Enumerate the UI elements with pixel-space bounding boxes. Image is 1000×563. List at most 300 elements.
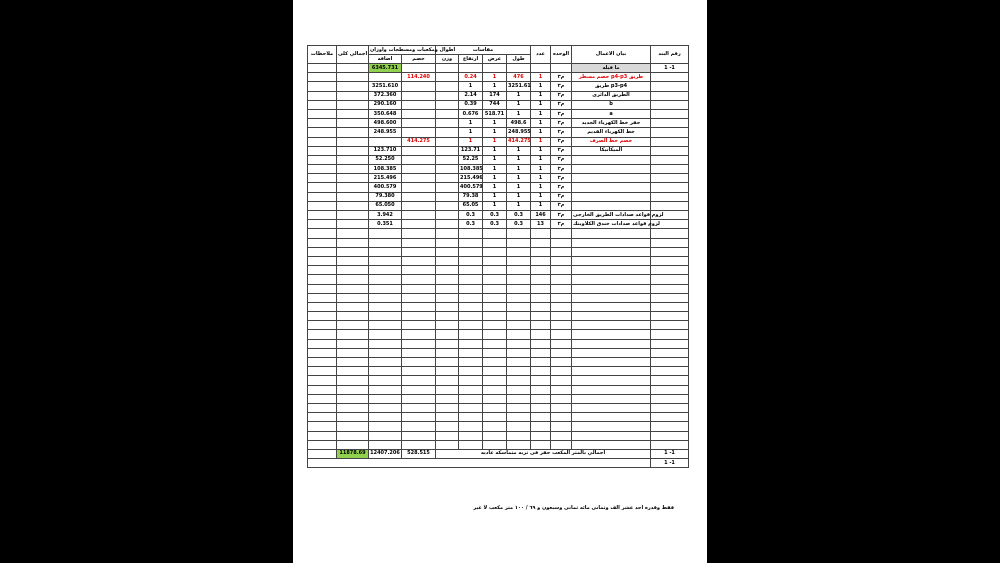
empty-cell xyxy=(651,229,689,238)
empty-cell xyxy=(651,431,689,440)
total-row xyxy=(308,449,689,458)
weight-cell xyxy=(436,109,459,118)
deduct-cell xyxy=(402,192,436,201)
empty-cell xyxy=(436,376,459,385)
notes-cell xyxy=(308,220,337,229)
unit-cell: م٣ xyxy=(551,183,572,192)
empty-cell xyxy=(308,284,337,293)
description-cell: a xyxy=(572,109,651,118)
table-row xyxy=(308,220,689,229)
empty-row xyxy=(308,247,689,256)
item-no-cell xyxy=(651,82,689,91)
description-cell xyxy=(572,192,651,201)
empty-row xyxy=(308,321,689,330)
empty-cell xyxy=(308,367,337,376)
empty-row xyxy=(308,293,689,302)
empty-cell xyxy=(459,422,483,431)
width-cell: 1 xyxy=(483,155,507,164)
unit-cell: م٣ xyxy=(551,73,572,82)
empty-cell xyxy=(551,358,572,367)
item-no-cell xyxy=(651,137,689,146)
notes-cell xyxy=(308,109,337,118)
empty-cell xyxy=(551,275,572,284)
count-cell: 1 xyxy=(531,146,551,155)
empty-cell xyxy=(308,394,337,403)
empty-cell xyxy=(459,440,483,449)
count-cell: 1 xyxy=(531,119,551,128)
empty-cell xyxy=(308,247,337,256)
length-cell: 476 xyxy=(507,73,531,82)
empty-cell xyxy=(531,394,551,403)
empty-cell xyxy=(402,339,436,348)
deduct-cell xyxy=(402,165,436,174)
empty-cell xyxy=(651,367,689,376)
count-cell: 1 xyxy=(531,82,551,91)
empty-cell xyxy=(551,440,572,449)
add-cell: 372.360 xyxy=(369,91,402,100)
empty-cell xyxy=(436,302,459,311)
table-row xyxy=(308,73,689,82)
empty-cell xyxy=(551,385,572,394)
empty-cell xyxy=(369,247,402,256)
empty-cell xyxy=(337,275,369,284)
empty-cell xyxy=(507,422,531,431)
empty-cell xyxy=(531,229,551,238)
notes-cell xyxy=(308,146,337,155)
unit-cell: م٣ xyxy=(551,220,572,229)
height-cell: 0.3 xyxy=(459,220,483,229)
empty-cell xyxy=(507,312,531,321)
empty-cell xyxy=(572,330,651,339)
empty-cell xyxy=(369,394,402,403)
weight-cell xyxy=(436,73,459,82)
length-cell: 1 xyxy=(507,192,531,201)
height-cell: 0.39 xyxy=(459,100,483,109)
empty-cell xyxy=(651,403,689,412)
empty-cell xyxy=(551,302,572,311)
empty-cell xyxy=(507,266,531,275)
item-no-cell xyxy=(651,183,689,192)
empty-cell xyxy=(402,348,436,357)
add-cell: 79.380 xyxy=(369,192,402,201)
item-no-cell xyxy=(651,165,689,174)
empty-cell xyxy=(507,229,531,238)
item-no-cell xyxy=(651,146,689,155)
item-no-header: رقم البند xyxy=(651,46,689,64)
empty-cell xyxy=(337,266,369,275)
empty-cell xyxy=(531,403,551,412)
empty-cell xyxy=(436,440,459,449)
empty-cell xyxy=(402,302,436,311)
empty-cell xyxy=(436,431,459,440)
add-cell: 6345.731 xyxy=(369,64,402,73)
description-cell xyxy=(572,201,651,210)
net-total-cell xyxy=(337,192,369,201)
empty-cell xyxy=(402,376,436,385)
empty-cell xyxy=(651,302,689,311)
description-header: بيان الاعمال xyxy=(572,46,651,64)
empty-cell xyxy=(402,367,436,376)
description-cell: خط الكهرباء القديم xyxy=(572,128,651,137)
width-cell: 1 xyxy=(483,192,507,201)
length-cell: 1 xyxy=(507,165,531,174)
empty-cell xyxy=(402,275,436,284)
empty-cell xyxy=(531,431,551,440)
empty-cell xyxy=(308,330,337,339)
empty-cell xyxy=(436,394,459,403)
height-cell: 52.25 xyxy=(459,155,483,164)
empty-cell xyxy=(483,413,507,422)
empty-cell xyxy=(651,394,689,403)
empty-row xyxy=(308,440,689,449)
width-cell: 518.71 xyxy=(483,109,507,118)
empty-cell xyxy=(483,431,507,440)
add-cell xyxy=(369,73,402,82)
empty-cell xyxy=(369,422,402,431)
weight-cell xyxy=(436,64,459,73)
total-add-value: 12407.206 xyxy=(369,449,402,458)
description-cell: الطريق الدائرى xyxy=(572,91,651,100)
empty-cell xyxy=(483,229,507,238)
net-total-cell xyxy=(337,128,369,137)
add-cell: 248.955 xyxy=(369,128,402,137)
empty-cell xyxy=(572,376,651,385)
empty-cell xyxy=(459,302,483,311)
empty-cell xyxy=(459,312,483,321)
empty-row xyxy=(308,339,689,348)
net-total-cell xyxy=(337,137,369,146)
empty-cell xyxy=(572,284,651,293)
add-cell: 215.496 xyxy=(369,174,402,183)
header-row-1 xyxy=(308,46,689,55)
empty-cell xyxy=(531,339,551,348)
unit-cell: م٣ xyxy=(551,155,572,164)
empty-cell xyxy=(308,376,337,385)
deduct-cell xyxy=(402,201,436,210)
empty-cell xyxy=(483,266,507,275)
height-cell: 1 xyxy=(459,119,483,128)
add-cell: 52.250 xyxy=(369,155,402,164)
notes-cell xyxy=(308,82,337,91)
unit-cell: م٣ xyxy=(551,119,572,128)
length-cell: 1 xyxy=(507,91,531,100)
empty-cell xyxy=(651,247,689,256)
empty-cell xyxy=(369,385,402,394)
empty-cell xyxy=(651,348,689,357)
empty-cell xyxy=(459,367,483,376)
empty-cell xyxy=(369,330,402,339)
net-total-cell xyxy=(337,82,369,91)
empty-cell xyxy=(459,358,483,367)
empty-row xyxy=(308,256,689,265)
empty-cell xyxy=(531,256,551,265)
empty-cell xyxy=(572,440,651,449)
deduct-cell: 414.275 xyxy=(402,137,436,146)
length-cell: 1 xyxy=(507,174,531,183)
length-cell: 1 xyxy=(507,146,531,155)
empty-cell xyxy=(337,422,369,431)
empty-cell xyxy=(402,413,436,422)
empty-cell xyxy=(483,275,507,284)
description-cell: خصم خط الصرف xyxy=(572,137,651,146)
empty-cell xyxy=(483,385,507,394)
length-cell: 1 xyxy=(507,155,531,164)
empty-cell xyxy=(507,348,531,357)
empty-row xyxy=(308,312,689,321)
table-row xyxy=(308,64,689,73)
width-cell: 1 xyxy=(483,201,507,210)
add-cell: 65.050 xyxy=(369,201,402,210)
empty-cell xyxy=(572,247,651,256)
height-cell: 123.71 xyxy=(459,146,483,155)
empty-cell xyxy=(459,339,483,348)
empty-cell xyxy=(402,284,436,293)
weight-cell xyxy=(436,146,459,155)
empty-cell xyxy=(369,440,402,449)
deduct-header: خصم xyxy=(402,55,436,64)
empty-cell xyxy=(551,403,572,412)
empty-cell xyxy=(402,229,436,238)
empty-row xyxy=(308,275,689,284)
item-no-cell xyxy=(651,128,689,137)
table-row xyxy=(308,128,689,137)
table-row xyxy=(308,109,689,118)
weight-cell xyxy=(436,91,459,100)
empty-cell xyxy=(436,238,459,247)
empty-row xyxy=(308,302,689,311)
empty-row xyxy=(308,229,689,238)
empty-cell xyxy=(572,403,651,412)
note-text-cell xyxy=(308,459,651,468)
empty-cell xyxy=(402,330,436,339)
empty-cell xyxy=(308,266,337,275)
width-cell: 1 xyxy=(483,165,507,174)
empty-cell xyxy=(402,247,436,256)
empty-cell xyxy=(507,431,531,440)
height-cell: 215.496 xyxy=(459,174,483,183)
count-cell: 1 xyxy=(531,100,551,109)
deduct-cell: 114.240 xyxy=(402,73,436,82)
length-cell: 498.6 xyxy=(507,119,531,128)
description-cell xyxy=(572,155,651,164)
notes-cell xyxy=(308,91,337,100)
deduct-cell xyxy=(402,100,436,109)
net-total-cell xyxy=(337,211,369,220)
empty-cell xyxy=(507,339,531,348)
empty-cell xyxy=(507,367,531,376)
height-cell: 79.38 xyxy=(459,192,483,201)
unit-cell: م٣ xyxy=(551,109,572,118)
empty-cell xyxy=(369,266,402,275)
deduct-cell xyxy=(402,128,436,137)
empty-cell xyxy=(531,348,551,357)
table-row xyxy=(308,100,689,109)
empty-cell xyxy=(436,330,459,339)
empty-cell xyxy=(369,431,402,440)
add-cell: 3251.610 xyxy=(369,82,402,91)
empty-cell xyxy=(337,413,369,422)
length-cell: 0.3 xyxy=(507,211,531,220)
empty-cell xyxy=(337,247,369,256)
empty-cell xyxy=(402,440,436,449)
notes-cell xyxy=(308,155,337,164)
empty-cell xyxy=(651,413,689,422)
empty-cell xyxy=(507,238,531,247)
empty-cell xyxy=(337,302,369,311)
totals-group-header: اطوال ومكعبات ومسطحات واوزان xyxy=(370,46,456,53)
empty-cell xyxy=(572,238,651,247)
empty-cell xyxy=(337,284,369,293)
empty-cell xyxy=(483,422,507,431)
dims-group-header: مقاسات xyxy=(436,46,531,55)
weight-cell xyxy=(436,201,459,210)
width-cell: 744 xyxy=(483,100,507,109)
empty-cell xyxy=(459,431,483,440)
length-cell: 1 xyxy=(507,183,531,192)
empty-cell xyxy=(369,348,402,357)
count-cell: 1 xyxy=(531,201,551,210)
empty-cell xyxy=(369,229,402,238)
empty-cell xyxy=(551,394,572,403)
empty-cell xyxy=(459,293,483,302)
empty-cell xyxy=(337,358,369,367)
empty-row xyxy=(308,376,689,385)
empty-cell xyxy=(308,321,337,330)
empty-cell xyxy=(531,413,551,422)
empty-cell xyxy=(436,403,459,412)
description-cell: طريق p3-p4 xyxy=(572,82,651,91)
empty-cell xyxy=(507,440,531,449)
empty-cell xyxy=(531,266,551,275)
empty-cell xyxy=(651,358,689,367)
empty-cell xyxy=(572,312,651,321)
empty-cell xyxy=(531,238,551,247)
empty-cell xyxy=(436,275,459,284)
empty-cell xyxy=(308,256,337,265)
table-row xyxy=(308,192,689,201)
width-cell xyxy=(483,64,507,73)
notes-cell xyxy=(308,174,337,183)
empty-cell xyxy=(572,275,651,284)
empty-cell xyxy=(651,321,689,330)
description-cell: لزوم قواعد صدادات خندق الكلاوينك xyxy=(572,220,651,229)
empty-cell xyxy=(572,266,651,275)
empty-cell xyxy=(551,367,572,376)
empty-cell xyxy=(436,385,459,394)
height-cell: 0.676 xyxy=(459,109,483,118)
net-total-header: اجمالي كلى xyxy=(337,46,369,64)
empty-cell xyxy=(531,440,551,449)
empty-cell xyxy=(308,302,337,311)
empty-cell xyxy=(507,284,531,293)
description-cell: b xyxy=(572,100,651,109)
length-header: طول xyxy=(507,55,531,64)
empty-cell xyxy=(308,238,337,247)
description-cell xyxy=(572,174,651,183)
height-header: ارتفاع xyxy=(459,55,483,64)
empty-cell xyxy=(572,422,651,431)
empty-cell xyxy=(507,275,531,284)
item-no-cell: 1 -1 xyxy=(651,64,689,73)
empty-cell xyxy=(531,312,551,321)
item-no-cell xyxy=(651,174,689,183)
empty-cell xyxy=(507,403,531,412)
deduct-cell xyxy=(402,220,436,229)
deduct-cell xyxy=(402,174,436,183)
empty-cell xyxy=(551,238,572,247)
empty-cell xyxy=(507,293,531,302)
empty-cell xyxy=(459,348,483,357)
empty-cell xyxy=(507,413,531,422)
empty-cell xyxy=(507,376,531,385)
width-cell: 1 xyxy=(483,119,507,128)
empty-cell xyxy=(651,275,689,284)
weight-cell xyxy=(436,155,459,164)
description-cell: الميكانيكا xyxy=(572,146,651,155)
item-no-cell xyxy=(651,155,689,164)
height-cell: 2.14 xyxy=(459,91,483,100)
empty-cell xyxy=(308,339,337,348)
notes-cell xyxy=(308,211,337,220)
empty-cell xyxy=(651,266,689,275)
width-cell: 1 xyxy=(483,146,507,155)
empty-cell xyxy=(572,348,651,357)
deduct-cell xyxy=(402,155,436,164)
empty-row xyxy=(308,385,689,394)
empty-cell xyxy=(436,284,459,293)
empty-cell xyxy=(337,431,369,440)
empty-cell xyxy=(483,330,507,339)
empty-cell xyxy=(551,312,572,321)
empty-cell xyxy=(308,431,337,440)
unit-cell: م٣ xyxy=(551,174,572,183)
empty-cell xyxy=(402,312,436,321)
empty-cell xyxy=(507,247,531,256)
item-no-cell xyxy=(651,109,689,118)
net-total-cell xyxy=(337,183,369,192)
unit-cell: م٣ xyxy=(551,82,572,91)
empty-cell xyxy=(436,229,459,238)
width-cell: 1 xyxy=(483,137,507,146)
empty-cell xyxy=(402,238,436,247)
count-cell: 1 xyxy=(531,155,551,164)
table-row xyxy=(308,211,689,220)
empty-cell xyxy=(459,330,483,339)
height-cell xyxy=(459,64,483,73)
empty-cell xyxy=(531,284,551,293)
empty-cell xyxy=(483,238,507,247)
empty-cell xyxy=(651,385,689,394)
empty-cell xyxy=(459,247,483,256)
net-total-cell xyxy=(337,64,369,73)
height-cell: 108.385 xyxy=(459,165,483,174)
deduct-cell xyxy=(402,211,436,220)
notes-cell xyxy=(308,100,337,109)
length-cell xyxy=(507,64,531,73)
unit-cell: م٣ xyxy=(551,146,572,155)
empty-cell xyxy=(572,431,651,440)
height-cell: 0.24 xyxy=(459,73,483,82)
empty-row xyxy=(308,403,689,412)
notes-cell xyxy=(308,119,337,128)
count-cell: 1 xyxy=(531,73,551,82)
empty-cell xyxy=(436,312,459,321)
empty-cell xyxy=(436,266,459,275)
notes-cell xyxy=(308,192,337,201)
total-label: اجمالي بالمتر المكعب حفر فى تربه متماسكه عاديه xyxy=(436,449,651,458)
empty-cell xyxy=(651,339,689,348)
empty-cell xyxy=(483,293,507,302)
